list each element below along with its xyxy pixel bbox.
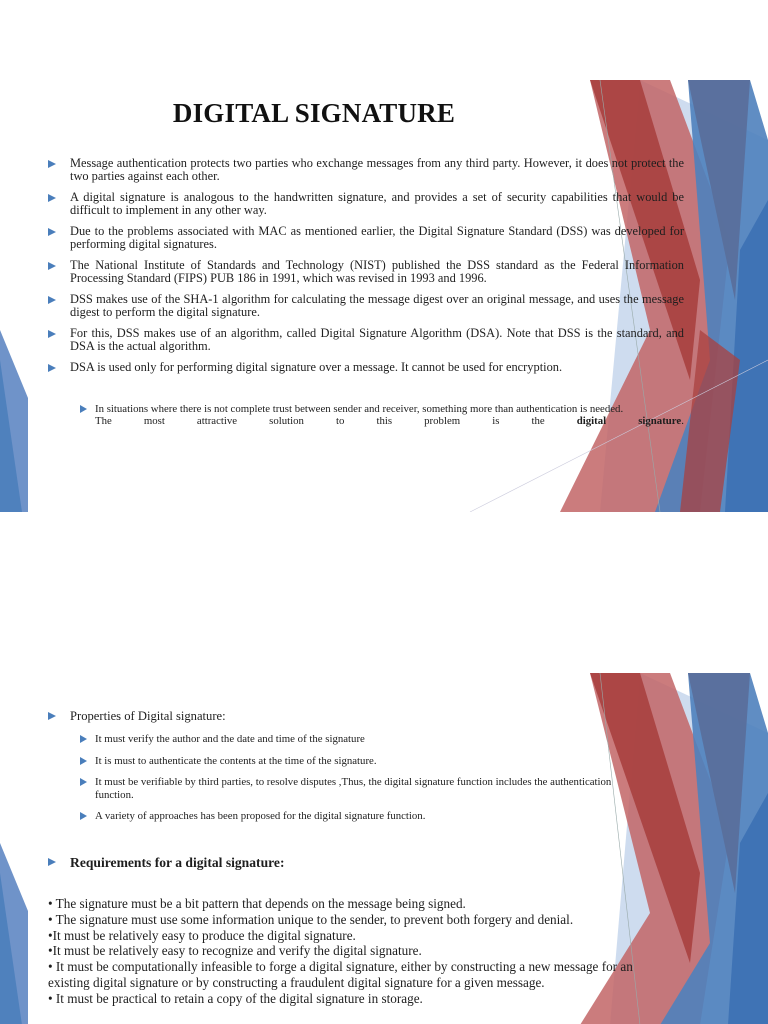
- list-item: It must verify the author and the date and time of the signature: [80, 733, 632, 746]
- list-item: Message authentication protects two parties who exchange messages from any third party. However, it does not protect the two parties against each other.: [48, 157, 684, 183]
- list-item: • The signature must use some information unique to the sender, to prevent both forgery and denial.: [48, 911, 574, 927]
- bullet-arrow-icon: [48, 330, 56, 338]
- list-item: The National Institute of Standards and Technology (NIST) published the DSS standard as the Federal Information Processing Standard (FIPS) PUB 186 in 1991, which was revised in 1993 and 1996.: [48, 259, 684, 285]
- list-item: For this, DSS makes use of an algorithm, called Digital Signature Algorithm (DSA). Note that DSS is the standard, and DSA is the actual algorithm.: [48, 327, 684, 353]
- slide-1-bullet-list: [48, 157, 684, 382]
- bullet-arrow-icon: [48, 262, 56, 270]
- list-item: Requirements for a digital signature:: [48, 855, 608, 870]
- properties-sub-list: [80, 733, 632, 832]
- bullet-arrow-icon: [80, 778, 87, 786]
- bullet-arrow-icon: [48, 160, 56, 168]
- requirements-list: [48, 896, 638, 1007]
- bullet-arrow-icon: [80, 405, 87, 413]
- slide-title: DIGITAL SIGNATURE: [172, 98, 456, 128]
- list-item: DSA is used only for performing digital signature over a message. It cannot be used for encryption.: [48, 361, 684, 374]
- list-item: Properties of Digital signature:: [48, 709, 608, 723]
- bullet-arrow-icon: [80, 757, 87, 765]
- bullet-arrow-icon: [48, 296, 56, 304]
- slide-1-sub-bullet-list: [80, 403, 684, 427]
- bullet-arrow-icon: [80, 812, 87, 820]
- requirements-heading-list: [48, 855, 608, 870]
- list-item: • It must be computationally infeasible to forge a digital signature, either by constructing a new message for an existing digital signature or by constructing a fraudulent digital signature for a given message.: [48, 959, 633, 990]
- list-item: A digital signature is analogous to the handwritten signature, and provides a set of security capabilities that would be difficult to implement in any other way.: [48, 191, 684, 217]
- bullet-arrow-icon: [80, 735, 87, 743]
- slide-2: [0, 513, 768, 1024]
- list-item: •It must be relatively easy to produce the digital signature.: [48, 927, 356, 943]
- list-item: • The signature must be a bit pattern that depends on the message being signed.: [48, 896, 466, 911]
- list-item: A variety of approaches has been proposed for the digital signature function.: [80, 810, 632, 823]
- properties-heading-list: [48, 709, 608, 723]
- justified-line: The most attractive solution to this problem is the digital signature.: [95, 415, 684, 427]
- list-item: Due to the problems associated with MAC as mentioned earlier, the Digital Signature Standard (DSS) was developed for performing digital signatures.: [48, 225, 684, 251]
- list-item: •It must be relatively easy to recognize and verify the digital signature.: [48, 943, 422, 959]
- list-item: DSS makes use of the SHA-1 algorithm for calculating the message digest over an original message, and uses the message digest to perform the digital signature.: [48, 293, 684, 319]
- bullet-arrow-icon: [48, 228, 56, 236]
- list-item: In situations where there is not complete trust between sender and receiver, something more than authentication is needed. The most attractive solution to this problem is the digital signature.: [80, 403, 684, 427]
- list-item: It must be verifiable by third parties, to resolve disputes ,Thus, the digital signature function includes the authentication function.: [80, 776, 632, 801]
- bullet-arrow-icon: [48, 712, 56, 720]
- list-item: • It must be practical to retain a copy of the digital signature in storage.: [48, 990, 423, 1006]
- bullet-arrow-icon: [48, 364, 56, 372]
- bullet-arrow-icon: [48, 194, 56, 202]
- list-item: It is must to authenticate the contents at the time of the signature.: [80, 755, 632, 768]
- bullet-arrow-icon: [48, 858, 56, 866]
